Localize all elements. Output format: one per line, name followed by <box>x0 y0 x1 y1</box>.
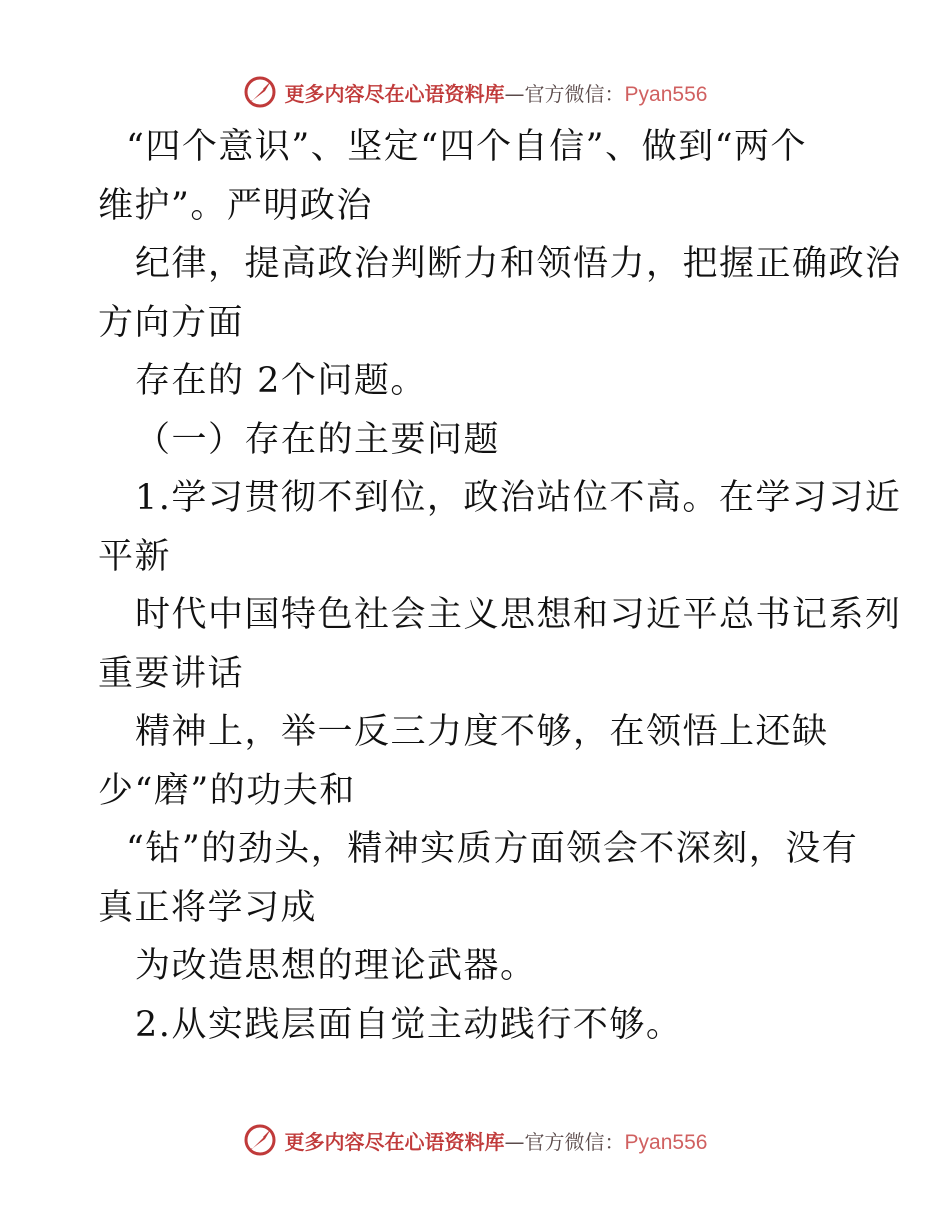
text-line: （一）存在的主要问题 <box>135 419 501 460</box>
text-line: 方向方面 <box>98 302 245 343</box>
text-line: 平新 <box>98 536 172 577</box>
text-line: 少“磨”的功夫和 <box>98 770 356 811</box>
watermark-id: Pyan556 <box>624 82 708 106</box>
watermark-middle: 官方微信： <box>524 81 625 106</box>
watermark-prefix: 更多内容尽在心语资料库 <box>284 1129 505 1154</box>
quill-logo-icon <box>243 1123 277 1157</box>
text-line: 为改造思想的理论武器。 <box>135 946 537 986</box>
quill-logo-icon <box>243 75 277 109</box>
footer-watermark <box>0 1120 950 1160</box>
watermark-prefix: 更多内容尽在心语资料库 <box>284 81 505 106</box>
watermark-middle: 官方微信： <box>524 1129 625 1154</box>
text-line: 维护”。严明政治 <box>98 185 373 226</box>
text-line: 存在的 2个问题。 <box>135 361 427 401</box>
text-line: 2.从实践层面自觉主动践行不够。 <box>135 1004 683 1045</box>
text-line: “四个意识”、坚定“四个自信”、做到“两个 <box>126 127 807 167</box>
text-line: 1.学习贯彻不到位，政治站位不高。在学习习近 <box>135 478 902 518</box>
watermark-dash: — <box>504 81 525 106</box>
text-line: 时代中国特色社会主义思想和习近平总书记系列 <box>135 595 902 635</box>
text-line: “钻”的劲头，精神实质方面领会不深刻，没有 <box>126 829 859 869</box>
text-line: 纪律，提高政治判断力和领悟力，把握正确政治 <box>135 244 902 284</box>
watermark-dash: — <box>504 1129 525 1154</box>
text-line: 重要讲话 <box>98 653 245 694</box>
header-watermark <box>0 72 950 112</box>
watermark-id: Pyan556 <box>624 1130 708 1154</box>
document-body <box>98 118 902 1054</box>
text-line: 精神上，举一反三力度不够，在领悟上还缺 <box>135 712 829 752</box>
text-line: 真正将学习成 <box>98 887 318 928</box>
